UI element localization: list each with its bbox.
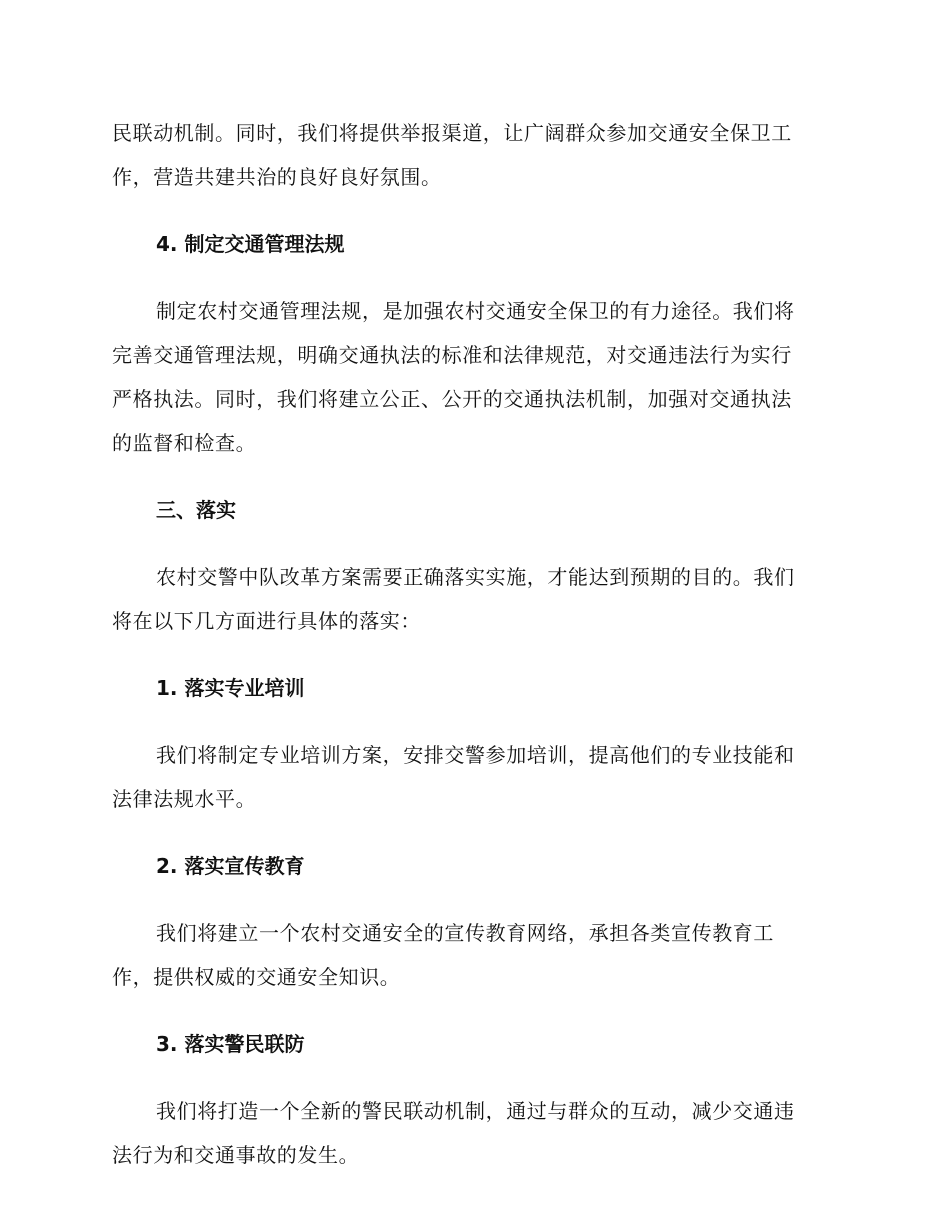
section4-paragraph bbox=[112, 289, 832, 465]
section4-heading: 4. 制定交通管理法规 bbox=[156, 232, 345, 256]
item3-paragraph bbox=[112, 1089, 832, 1177]
item1-paragraph bbox=[112, 733, 832, 821]
paragraph-line: 法律法规水平。 bbox=[112, 787, 257, 811]
intro-paragraph bbox=[112, 111, 832, 199]
paragraph-line: 法行为和交通事故的发生。 bbox=[112, 1143, 360, 1167]
paragraph-line: 我们将建立一个农村交通安全的宣传教育网络，承担各类宣传教育工 bbox=[156, 921, 774, 945]
item3-heading: 3. 落实警民联防 bbox=[156, 1032, 305, 1056]
paragraph-line: 我们将制定专业培训方案，安排交警参加培训，提高他们的专业技能和 bbox=[156, 743, 795, 767]
item2-paragraph bbox=[112, 911, 832, 999]
paragraph-line: 的监督和检查。 bbox=[112, 431, 257, 455]
part3-paragraph bbox=[112, 555, 832, 643]
paragraph-line: 制定农村交通管理法规，是加强农村交通安全保卫的有力途径。我们将 bbox=[156, 299, 795, 323]
item2-heading: 2. 落实宣传教育 bbox=[156, 854, 305, 878]
paragraph-line: 作，提供权威的交通安全知识。 bbox=[112, 965, 401, 989]
paragraph-line: 严格执法。同时，我们将建立公正、公开的交通执法机制，加强对交通执法 bbox=[112, 387, 792, 411]
paragraph-line: 作，营造共建共治的良好良好氛围。 bbox=[112, 165, 442, 189]
item1-heading: 1. 落实专业培训 bbox=[156, 676, 305, 700]
paragraph-line: 民联动机制。同时，我们将提供举报渠道，让广阔群众参加交通安全保卫工 bbox=[112, 121, 792, 145]
paragraph-line: 完善交通管理法规，明确交通执法的标准和法律规范，对交通违法行为实行 bbox=[112, 343, 792, 367]
paragraph-line: 将在以下几方面进行具体的落实： bbox=[112, 609, 421, 633]
paragraph-line: 我们将打造一个全新的警民联动机制，通过与群众的互动，减少交通违 bbox=[156, 1099, 795, 1123]
paragraph-line: 农村交警中队改革方案需要正确落实实施，才能达到预期的目的。我们 bbox=[156, 565, 795, 589]
part3-heading: 三、落实 bbox=[156, 498, 236, 522]
document-body bbox=[112, 111, 832, 1200]
